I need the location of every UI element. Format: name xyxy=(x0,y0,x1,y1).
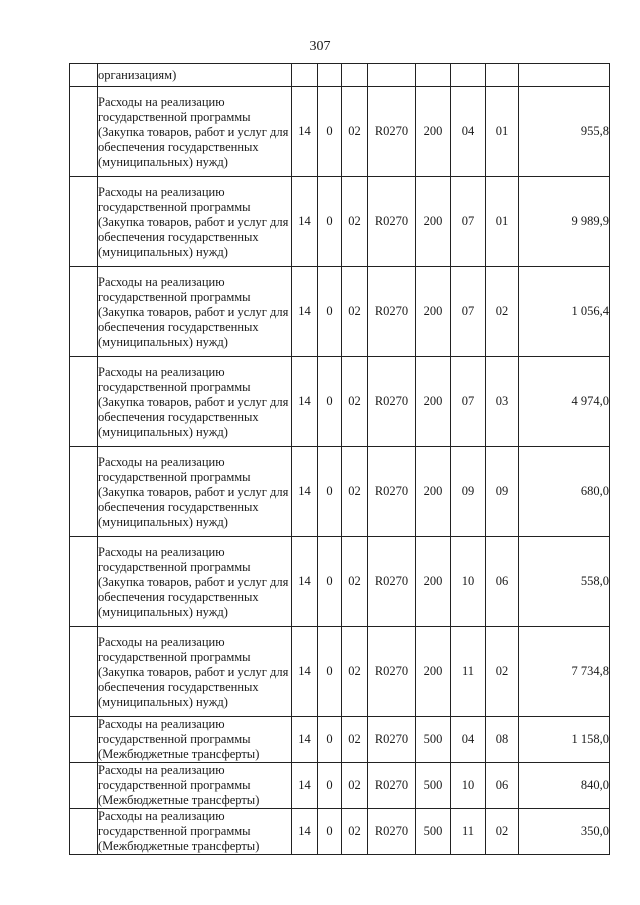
code-cell: 02 xyxy=(342,627,368,717)
code-cell: 200 xyxy=(416,357,451,447)
code-cell: 09 xyxy=(451,447,486,537)
code-cell: 11 xyxy=(451,627,486,717)
code-cell: 0 xyxy=(318,177,342,267)
table-row xyxy=(70,447,610,537)
code-cell: 0 xyxy=(318,717,342,763)
code-cell xyxy=(416,64,451,87)
code-cell: 0 xyxy=(318,87,342,177)
index-cell xyxy=(70,64,98,87)
description-cell: Расходы на реализацию государственной программы (Межбюджетные трансферты) xyxy=(98,763,292,809)
code-cell xyxy=(292,64,318,87)
index-cell xyxy=(70,447,98,537)
code-cell xyxy=(451,64,486,87)
code-cell: R0270 xyxy=(368,267,416,357)
code-cell: 02 xyxy=(342,267,368,357)
amount-cell: 840,0 xyxy=(519,763,610,809)
amount-cell: 680,0 xyxy=(519,447,610,537)
code-cell: 02 xyxy=(342,357,368,447)
code-cell: 06 xyxy=(486,537,519,627)
table-row xyxy=(70,537,610,627)
description-cell: Расходы на реализацию государственной программы (Закупка товаров, работ и услуг для обеспечения государственных (муниципальных) нужд) xyxy=(98,267,292,357)
code-cell: R0270 xyxy=(368,87,416,177)
budget-table xyxy=(69,63,610,855)
table-row xyxy=(70,763,610,809)
description-cell: Расходы на реализацию государственной программы (Межбюджетные трансферты) xyxy=(98,809,292,855)
amount-cell: 350,0 xyxy=(519,809,610,855)
code-cell: 14 xyxy=(292,87,318,177)
code-cell xyxy=(318,64,342,87)
code-cell: 14 xyxy=(292,537,318,627)
code-cell: 0 xyxy=(318,809,342,855)
index-cell xyxy=(70,537,98,627)
table-row xyxy=(70,627,610,717)
code-cell: R0270 xyxy=(368,717,416,763)
description-cell: организациям) xyxy=(98,64,292,87)
description-cell: Расходы на реализацию государственной программы (Закупка товаров, работ и услуг для обеспечения государственных (муниципальных) нужд) xyxy=(98,357,292,447)
index-cell xyxy=(70,267,98,357)
description-cell: Расходы на реализацию государственной программы (Межбюджетные трансферты) xyxy=(98,717,292,763)
code-cell: 14 xyxy=(292,447,318,537)
code-cell: 10 xyxy=(451,537,486,627)
code-cell: 14 xyxy=(292,357,318,447)
code-cell: 06 xyxy=(486,763,519,809)
code-cell: 200 xyxy=(416,87,451,177)
code-cell: 02 xyxy=(486,267,519,357)
code-cell: R0270 xyxy=(368,447,416,537)
code-cell: R0270 xyxy=(368,809,416,855)
amount-cell: 1 056,4 xyxy=(519,267,610,357)
amount-cell xyxy=(519,64,610,87)
code-cell xyxy=(486,64,519,87)
code-cell: 200 xyxy=(416,537,451,627)
table-row xyxy=(70,177,610,267)
code-cell: 03 xyxy=(486,357,519,447)
index-cell xyxy=(70,87,98,177)
code-cell: 08 xyxy=(486,717,519,763)
code-cell: 09 xyxy=(486,447,519,537)
code-cell: 14 xyxy=(292,763,318,809)
index-cell xyxy=(70,627,98,717)
code-cell: 14 xyxy=(292,717,318,763)
code-cell: R0270 xyxy=(368,627,416,717)
code-cell: 200 xyxy=(416,627,451,717)
table-row xyxy=(70,809,610,855)
code-cell: 0 xyxy=(318,447,342,537)
index-cell xyxy=(70,809,98,855)
description-cell: Расходы на реализацию государственной программы (Закупка товаров, работ и услуг для обеспечения государственных (муниципальных) нужд) xyxy=(98,537,292,627)
code-cell: 14 xyxy=(292,267,318,357)
code-cell: 04 xyxy=(451,87,486,177)
index-cell xyxy=(70,717,98,763)
code-cell: R0270 xyxy=(368,537,416,627)
code-cell: 500 xyxy=(416,763,451,809)
code-cell: 0 xyxy=(318,357,342,447)
description-cell: Расходы на реализацию государственной программы (Закупка товаров, работ и услуг для обеспечения государственных (муниципальных) нужд) xyxy=(98,177,292,267)
code-cell: 02 xyxy=(342,717,368,763)
continuation-row xyxy=(70,64,610,87)
code-cell: 11 xyxy=(451,809,486,855)
code-cell: 14 xyxy=(292,809,318,855)
code-cell: R0270 xyxy=(368,357,416,447)
code-cell: 02 xyxy=(342,177,368,267)
code-cell: R0270 xyxy=(368,177,416,267)
code-cell: 200 xyxy=(416,447,451,537)
code-cell: 14 xyxy=(292,627,318,717)
code-cell: 07 xyxy=(451,357,486,447)
code-cell: 02 xyxy=(342,87,368,177)
amount-cell: 4 974,0 xyxy=(519,357,610,447)
code-cell: 02 xyxy=(342,447,368,537)
code-cell: 02 xyxy=(486,809,519,855)
table-row xyxy=(70,717,610,763)
index-cell xyxy=(70,763,98,809)
table-row xyxy=(70,87,610,177)
code-cell: 02 xyxy=(342,763,368,809)
code-cell: 0 xyxy=(318,627,342,717)
description-cell: Расходы на реализацию государственной программы (Закупка товаров, работ и услуг для обеспечения государственных (муниципальных) нужд) xyxy=(98,627,292,717)
amount-cell: 955,8 xyxy=(519,87,610,177)
code-cell: R0270 xyxy=(368,763,416,809)
code-cell: 14 xyxy=(292,177,318,267)
code-cell: 200 xyxy=(416,267,451,357)
code-cell: 500 xyxy=(416,717,451,763)
code-cell: 0 xyxy=(318,537,342,627)
amount-cell: 7 734,8 xyxy=(519,627,610,717)
table-row xyxy=(70,267,610,357)
amount-cell: 558,0 xyxy=(519,537,610,627)
code-cell: 07 xyxy=(451,177,486,267)
code-cell xyxy=(368,64,416,87)
index-cell xyxy=(70,177,98,267)
code-cell: 04 xyxy=(451,717,486,763)
code-cell: 07 xyxy=(451,267,486,357)
code-cell: 0 xyxy=(318,763,342,809)
description-cell: Расходы на реализацию государственной программы (Закупка товаров, работ и услуг для обеспечения государственных (муниципальных) нужд) xyxy=(98,447,292,537)
description-cell: Расходы на реализацию государственной программы (Закупка товаров, работ и услуг для обеспечения государственных (муниципальных) нужд) xyxy=(98,87,292,177)
amount-cell: 1 158,0 xyxy=(519,717,610,763)
code-cell: 200 xyxy=(416,177,451,267)
code-cell: 0 xyxy=(318,267,342,357)
index-cell xyxy=(70,357,98,447)
page-number: 307 xyxy=(309,39,331,54)
amount-cell: 9 989,9 xyxy=(519,177,610,267)
code-cell: 500 xyxy=(416,809,451,855)
code-cell: 02 xyxy=(342,809,368,855)
code-cell xyxy=(342,64,368,87)
code-cell: 10 xyxy=(451,763,486,809)
table-row xyxy=(70,357,610,447)
code-cell: 02 xyxy=(342,537,368,627)
code-cell: 01 xyxy=(486,177,519,267)
code-cell: 02 xyxy=(486,627,519,717)
code-cell: 01 xyxy=(486,87,519,177)
